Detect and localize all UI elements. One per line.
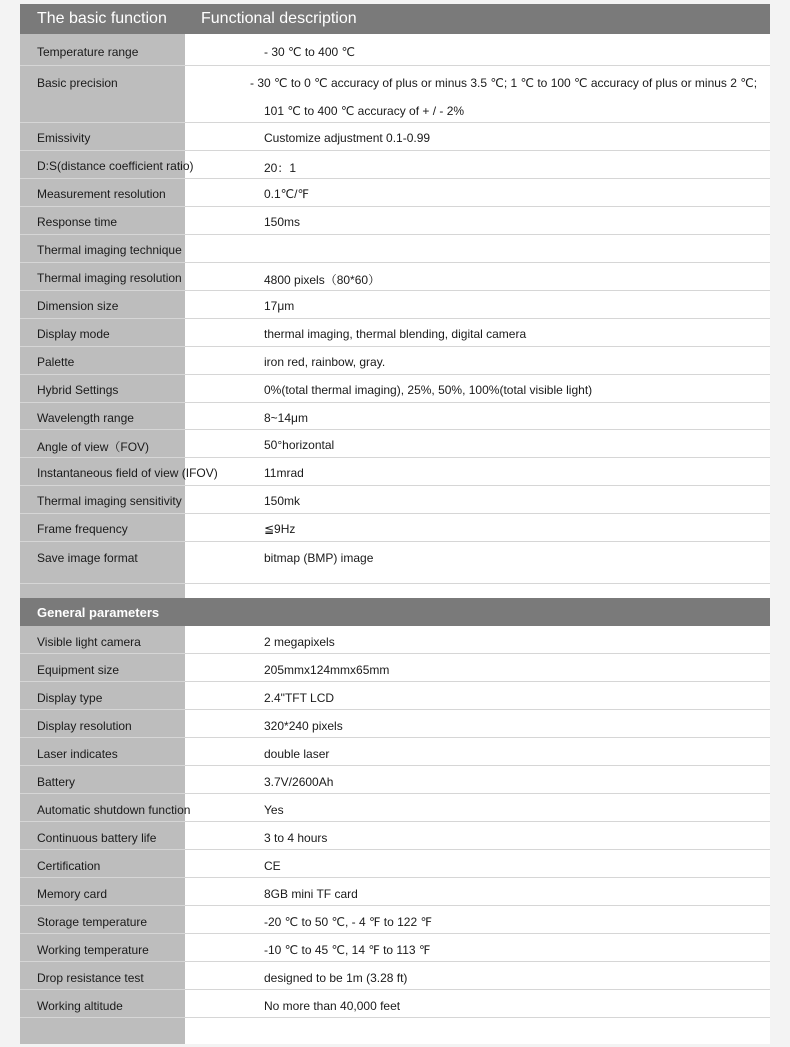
row-label: Basic precision — [37, 76, 118, 90]
table-row — [20, 542, 770, 584]
row-label: Instantaneous field of view (IFOV) — [37, 466, 218, 480]
table-row — [20, 738, 770, 766]
row-value: No more than 40,000 feet — [264, 999, 401, 1013]
row-value: 205mmx124mmx65mm — [264, 663, 390, 677]
table-row — [20, 850, 770, 878]
row-value: -10 ℃ to 45 ℃, 14 ℉ to 113 ℉ — [264, 943, 431, 957]
row-label: Laser indicates — [37, 747, 118, 761]
row-value: 150mk — [264, 494, 301, 508]
table-row — [20, 235, 770, 263]
table-row — [20, 430, 770, 458]
row-label: Frame frequency — [37, 522, 128, 536]
row-value: double laser — [264, 747, 330, 761]
row-label: Visible light camera — [37, 635, 141, 649]
row-label: Thermal imaging technique — [37, 243, 182, 257]
table-row — [20, 66, 770, 123]
row-label: Drop resistance test — [37, 971, 144, 985]
row-label: Response time — [37, 215, 118, 229]
table-header — [20, 4, 770, 34]
row-value: 17μm — [264, 299, 295, 313]
table-row — [20, 878, 770, 906]
row-value: iron red, rainbow, gray. — [264, 355, 386, 369]
row-value: 8GB mini TF card — [264, 887, 358, 901]
table-row — [20, 375, 770, 403]
row-label: D:S(distance coefficient ratio) — [37, 159, 194, 173]
row-label: Angle of view（FOV) — [37, 440, 150, 454]
table-row — [20, 403, 770, 430]
row-value: 11mrad — [264, 466, 304, 480]
spec-sheet — [20, 4, 770, 1044]
table-row — [20, 822, 770, 850]
row-label: Dimension size — [37, 299, 119, 313]
row-label: Emissivity — [37, 131, 91, 145]
general-parameters-header — [20, 598, 770, 626]
table-row — [20, 682, 770, 710]
row-label: Wavelength range — [37, 411, 134, 425]
row-label: Display mode — [37, 327, 110, 341]
row-label: Storage temperature — [37, 915, 148, 929]
header-col-function: The basic function — [37, 10, 167, 27]
row-value: 320*240 pixels — [264, 719, 343, 733]
row-value: 0%(total thermal imaging), 25%, 50%, 100%(total visible light) — [264, 383, 593, 397]
table-row — [20, 34, 770, 66]
row-label: Save image format — [37, 551, 138, 565]
row-label: Working altitude — [37, 999, 123, 1013]
row-value: Customize adjustment 0.1-0.99 — [264, 131, 431, 145]
row-value: 50°horizontal — [264, 438, 335, 452]
table-row — [20, 710, 770, 738]
table-row — [20, 962, 770, 990]
row-value: - 30 ℃ to 0 ℃ accuracy of plus or minus 3.5 ℃; 1 ℃ to 100 ℃ accuracy of plus or minus 2 ℃; — [250, 76, 758, 90]
row-label: Measurement resolution — [37, 187, 166, 201]
table-row — [20, 179, 770, 207]
row-label: Working temperature — [37, 943, 149, 957]
row-value: 3.7V/2600Ah — [264, 775, 334, 789]
header-col-description: Functional description — [201, 10, 357, 27]
row-value: designed to be 1m (3.28 ft) — [264, 971, 408, 985]
row-value: 2.4"TFT LCD — [264, 691, 335, 705]
table-row — [20, 207, 770, 235]
row-value-continued: 101 ℃ to 400 ℃ accuracy of + / - 2% — [264, 104, 465, 118]
table-row — [20, 291, 770, 319]
table-row — [20, 486, 770, 514]
row-value: Yes — [264, 803, 284, 817]
table-row — [20, 990, 770, 1018]
row-label: Automatic shutdown function — [37, 803, 191, 817]
row-label: Equipment size — [37, 663, 120, 677]
row-label: Battery — [37, 775, 76, 789]
table-row — [20, 766, 770, 794]
table-row — [20, 151, 770, 179]
row-label: Thermal imaging resolution — [37, 271, 182, 285]
row-label: Display resolution — [37, 719, 132, 733]
row-label: Thermal imaging sensitivity — [37, 494, 182, 508]
row-value: ≦9Hz — [264, 522, 296, 536]
row-value: 150ms — [264, 215, 301, 229]
row-value: 4800 pixels（80*60） — [264, 273, 381, 287]
row-value: 0.1℃/℉ — [264, 187, 309, 201]
row-label: Temperature range — [37, 45, 139, 59]
row-label: Hybrid Settings — [37, 383, 119, 397]
row-label: Palette — [37, 355, 75, 369]
row-value: -20 ℃ to 50 ℃, - 4 ℉ to 122 ℉ — [264, 915, 432, 929]
row-label: Display type — [37, 691, 103, 705]
row-value: 8~14μm — [264, 411, 308, 425]
row-value: 3 to 4 hours — [264, 831, 328, 845]
table-row — [20, 794, 770, 822]
table-row — [20, 319, 770, 347]
general-parameters-title: General parameters — [37, 605, 160, 620]
row-value: - 30 ℃ to 400 ℃ — [264, 45, 355, 59]
table-row — [20, 263, 770, 291]
table-row — [20, 347, 770, 375]
table-row — [20, 123, 770, 151]
row-value: bitmap (BMP) image — [264, 551, 374, 565]
table-row — [20, 626, 770, 654]
table-row — [20, 934, 770, 962]
row-label: Continuous battery life — [37, 831, 157, 845]
row-label: Certification — [37, 859, 101, 873]
row-label: Memory card — [37, 887, 108, 901]
table-row — [20, 514, 770, 542]
row-value: CE — [264, 859, 281, 873]
table-row — [20, 654, 770, 682]
table-row — [20, 906, 770, 934]
row-value: thermal imaging, thermal blending, digital camera — [264, 327, 527, 341]
table-row — [20, 458, 770, 486]
row-value: 2 megapixels — [264, 635, 335, 649]
row-value: 20：1 — [264, 161, 297, 175]
